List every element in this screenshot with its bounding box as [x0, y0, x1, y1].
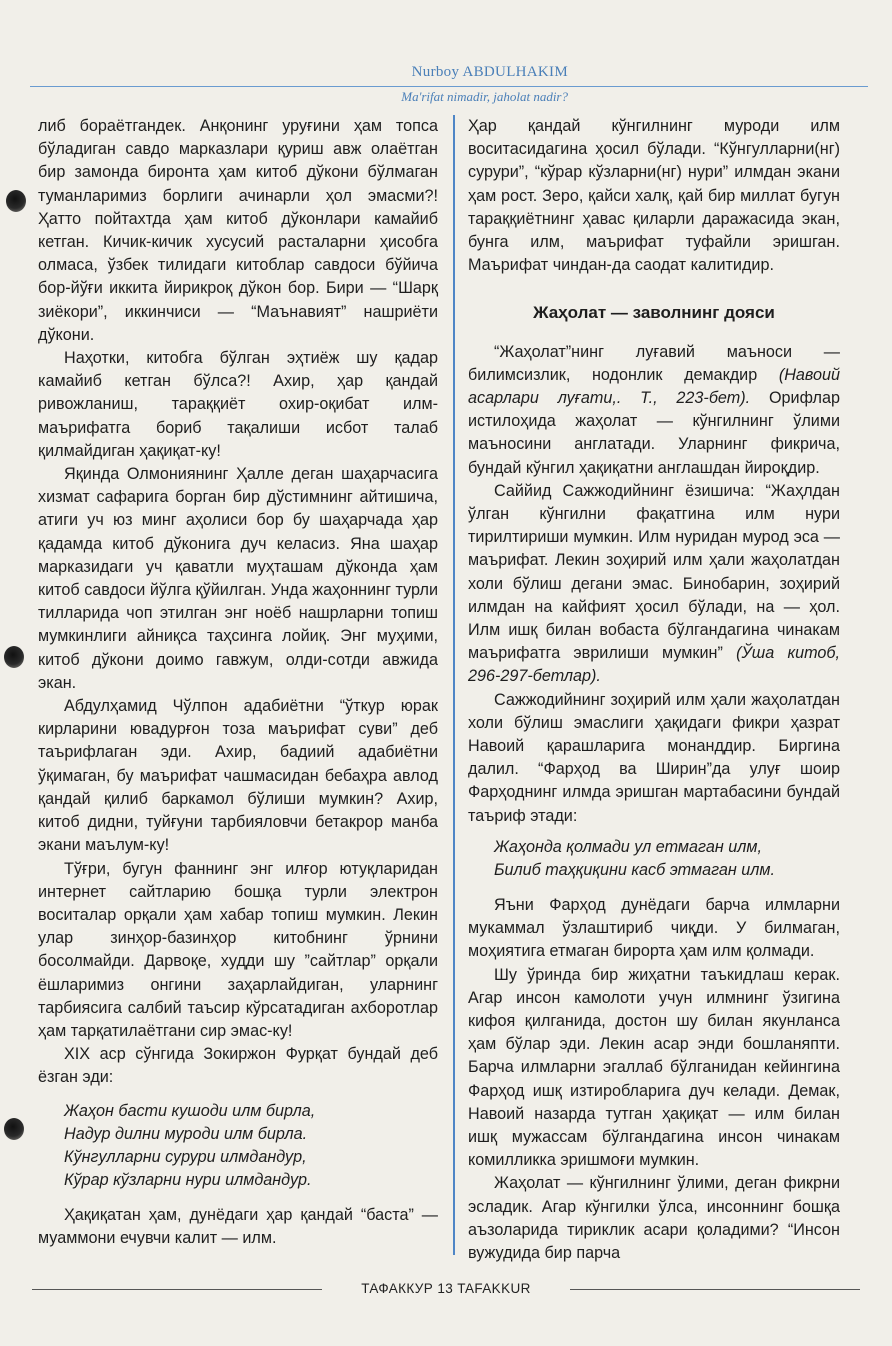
verse-furqat: [64, 1100, 438, 1192]
footer-rule-left: [32, 1289, 322, 1290]
right-column: [468, 115, 840, 1265]
verse-line: Надур дилни муроди илм бирла.: [64, 1124, 308, 1143]
running-header: [30, 62, 868, 104]
footer-text: ТАФАККУР 13 TAFAKKUR: [361, 1281, 531, 1296]
binder-hole-middle: [4, 646, 24, 668]
paragraph: Шу ўринда бир жиҳатни таъкидлаш керак. Агар инсон камолоти учун илмнинг ўзигина кифоя қилганида, достон шу билан якунланса ҳам бўлар эди. Лекин асар энди бошланяпти. Барча илмларни эгаллаб бўлганидан кейингина Фарҳод ишқ изтиробларига дуч келади. Демак, Навоий назарда тутган ҳақиқат — илм билан ишқ мужассам бўлгандагина инсон чинакам комилликка эришмоғи мумкин.: [468, 965, 840, 1170]
citation: (Навоий асарлари луғати,. Т., 223-бет).: [468, 365, 840, 408]
binder-hole-bottom: [4, 1118, 24, 1140]
paragraph: Яқинда Олмониянинг Ҳалле деган шаҳарчасига хизмат сафарига борган бир дўстимнинг айтишича, атиги уч юз минг аҳолиси бор бу шаҳарчада ҳар қадамда китоб дўконига дуч келасиз. Яна шаҳар марказидаги уч қаватли муҳташам дўконда ҳам китоб савдоси йўлга қўйилган. Унда жаҳоннинг турли тилларида чоп этилган энг ноёб нашрларни топиш мумкинлиги айниқса таҳсинга лойиқ. Энг муҳими, китоб дўкони доимо гавжум, олди-сотди авжида экан.: [38, 465, 438, 692]
binder-hole-top: [6, 190, 26, 212]
paragraph: Ҳар қандай кўнгилнинг муроди илм воситасидагина ҳосил бўлади. “Кўнгулларни(нг) сурури”, “кўрар кўзларни(нг) нури” илмдан экани ҳам рост. Зеро, қайси халқ, қай бир миллат бугун тараққиётнинг ҳавас қиларли даражасида экан, бунга илм, маърифат туфайли эришган. Маърифат чиндан-да саодат калитидир.: [468, 117, 840, 275]
left-column: [38, 115, 438, 1250]
paragraph: Сажжодийнинг зоҳирий илм ҳали жаҳолатдан холи бўлиш эмаслиги ҳақидаги фикри ҳазрат Навоий қарашларига монанддир. Биргина далил. “Фарҳод ва Ширин”да улуғ шоир Фарҳоднинг илмда эришган мартабасини бундай таъриф этади:: [468, 690, 840, 825]
paragraph: Тўғри, бугун фаннинг энг илғор ютуқларидан интернет сайтларию бошқа турли электрон воситалар орқали ҳам хабар топиш мумкин. Лекин улар зинҳор-базинҳор китобнинг ўрнини босолмайди. Дарвоқе, худди шу ”сайтлар” орқали ёшларимиз онгини заҳарлайдиган, уларнинг тарбиясига салбий таъсир кўрсатадиган ахборотлар ҳам тарқатилаётгани сир эмас-ку!: [38, 859, 438, 1040]
header-author: Nurboy ABDULHAKIM: [411, 64, 568, 80]
section-heading: Жаҳолат — заволнинг дояси: [533, 303, 775, 323]
footer-rule-right: [570, 1289, 860, 1290]
paragraph: Абдулҳамид Чўлпон адабиётни “ўткур юрак кирларини ювадурғон тоза маърифат суви” деб таърифлаган эди. Ахир, бадиий адабиётни ўқимаган, бу маърифат чашмасидан бебаҳра авлод қандай қилиб баркамол бўлиши мумкин? Ахир, китоб дидни, туйғуни тарбияловчи бетакрор манба экани маълум-ку!: [38, 697, 438, 855]
page-footer: [32, 1280, 860, 1300]
header-rule: [30, 86, 868, 87]
paragraph: либ бораётгандек. Анқонинг уруғини ҳам топса бўладиган савдо марказлари қуриш авж олаётган бир замонда биронта ҳам китоб дўкони бўлмаган туманларимиз борлиги ачинарли ҳол эмасми?! Ҳатто пойтахтда ҳам китоб дўконлари камайиб кетган. Кичик-кичик хусусий расталарни ҳисобга олмаса, ўзбек тилидаги китоблар савдоси бўйича бор-йўғи иккита йирикроқ дўкон бор. Бири — “Шарқ зиёкори”, иккинчиси — “Маънавият” нашриёти дўкони.: [38, 117, 438, 344]
header-subtitle: Ma'rifat nimadir, jaholat nadir?: [401, 89, 568, 104]
paragraph: XIX аср сўнгида Зокиржон Фурқат бундай деб ёзган эди:: [38, 1045, 438, 1087]
verse-line: Жаҳон басти кушоди илм бирла,: [64, 1101, 316, 1120]
paragraph: [468, 341, 840, 480]
paragraph-text: Саййид Сажжодийнинг ёзишича: “Жаҳлдан ўлган кўнгилни фақатгина илм нури тирилтириши мумкин. Илм нуридан мурод эса — маърифат. Лекин зоҳирий илм ҳали жаҳолатдан холи бўлиш дегани эмас. Бинобарин, зоҳирий илмдан на кайфият ҳосил бўлади, на — ҳол. Илм ишқ билан вобаста бўлгандагина чинакам маърифатга эврилиши мумкин”: [468, 481, 840, 663]
paragraph: [468, 480, 840, 689]
paragraph: Яъни Фарҳод дунёдаги барча илмларни мукаммал ўзлаштириб чиқди. У билмаган, моҳиятига етмаган бирорта ҳам илм қолмади.: [468, 895, 840, 961]
paragraph: Ҳақиқатан ҳам, дунёдаги ҳар қандай “баста” — муаммони ечувчи калит — илм.: [38, 1205, 438, 1247]
paragraph-text: Орифлар истилоҳида жаҳолат — кўнгилнинг ўлими маъносини англатади. Уларнинг фикрича, бундай кўнгил ҳақиқатни англашдан йироқдир.: [468, 389, 840, 477]
verse-line: Кўрар кўзларни нури илмдандур.: [64, 1170, 312, 1189]
paragraph: Наҳотки, китобга бўлган эҳтиёж шу қадар камайиб кетган бўлса?! Ахир, ҳар қандай ривожланиш, тараққиёт охир-оқибат илм-маърифатга бориб тақалиши исбот талаб қилмайдиган ҳақиқат-ку!: [38, 349, 438, 460]
citation: (Ўша китоб, 296-297-бетлар).: [468, 644, 840, 686]
verse-line: Кўнгулларни сурури илмдандур,: [64, 1147, 307, 1166]
verse-line: Жаҳонда қолмади ул етмаган илм,: [494, 837, 762, 856]
paragraph: Жаҳолат — кўнгилнинг ўлими, деган фикрни эсладик. Агар кўнгилки ўлса, инсоннинг бошқа аъзоларида тириклик асари қоладими? “Инсон вужудида бир парча: [468, 1174, 840, 1262]
verse-navoi: [494, 836, 840, 882]
verse-line: Билиб таҳқиқини касб этмаган илм.: [494, 860, 776, 879]
column-divider: [453, 115, 455, 1255]
paragraph-text: “Жаҳолат”нинг луғавий маъноси — билимсизлик, нодонлик демакдир: [468, 342, 840, 384]
